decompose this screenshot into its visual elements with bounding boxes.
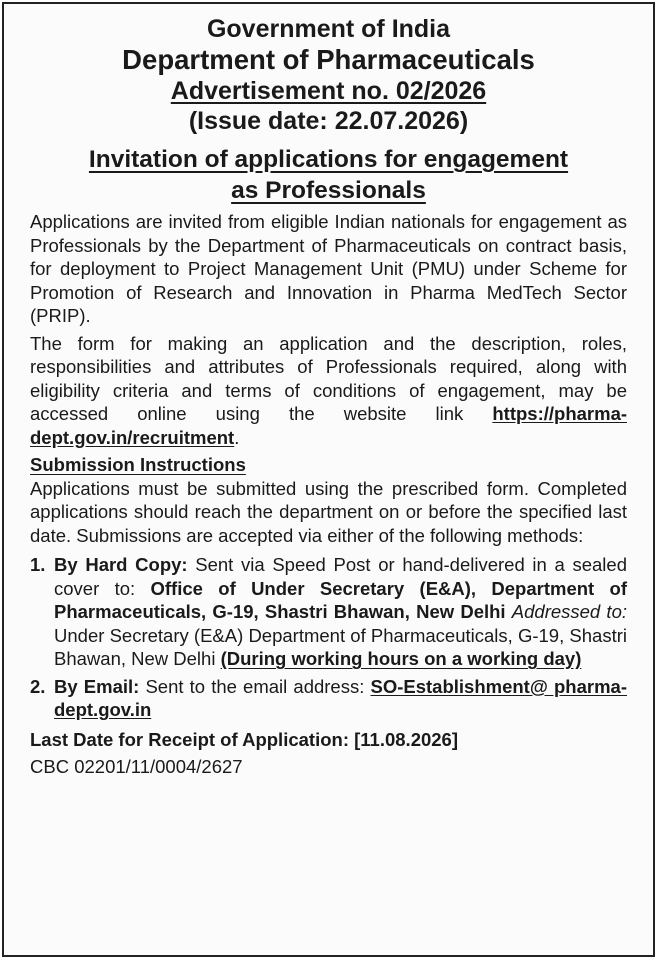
- hard-copy-text: Sent via Speed Post or hand-delivered in a sealed cover to:: [54, 554, 627, 599]
- last-date: Last Date for Receipt of Application: [11.08.2026]: [30, 728, 459, 750]
- cbc-code: CBC 02201/11/0004/2627: [30, 756, 243, 777]
- recruitment-link[interactable]: https://pharma-dept.gov.in/recruitment: [30, 403, 628, 448]
- list-item-number: 1.: [30, 554, 46, 575]
- email-address-link[interactable]: SO-Establishment@ pharma-dept.gov.in: [54, 675, 627, 720]
- addressee-text: Under Secretary (E&A) Department of Pharmaceuticals, G-19, Shastri Bhawan, New Delhi: [54, 624, 627, 669]
- form-info-end: .: [234, 426, 240, 448]
- hard-copy-method: [54, 553, 627, 671]
- form-info-text: The form for making an application and the description, roles, responsibilities and attributes of Professionals required, along with eligibility criteria and terms of conditions of engagement, may be accessed online using the website link: [30, 332, 627, 424]
- advertisement-page: [2, 2, 655, 957]
- notice-title-line1: Invitation of applications for engagement: [88, 146, 569, 173]
- email-label: By Email:: [54, 675, 140, 697]
- submission-heading: Submission Instructions: [30, 454, 246, 475]
- notice-title: [30, 144, 627, 206]
- list-item: [30, 553, 627, 671]
- submission-methods-list: [30, 553, 627, 722]
- intro-paragraph: Applications are invited from eligible Indian nationals for engagement as Professionals by the Department of Pharmaceuticals on contract basis, for deployment to Project Management Unit (PMU) under Scheme for Promotion of Research and Innovation in Pharma MedTech Sector (PRIP).: [30, 211, 627, 326]
- advertisement-number-text: Advertisement no. 02/2026: [170, 77, 487, 105]
- notice-title-line2: as Professionals: [231, 177, 426, 204]
- advertisement-number: [30, 76, 627, 106]
- list-item: [30, 675, 627, 722]
- working-hours-note: (During working hours on a working day): [220, 648, 582, 669]
- addressed-to-label: Addressed to:: [511, 601, 628, 622]
- hard-copy-address: Office of Under Secretary (E&A), Department of Pharmaceuticals, G-19, Shastri Bhawan, New Delhi: [54, 577, 627, 622]
- list-item-number: 2.: [30, 675, 46, 697]
- dept-heading: Department of Pharmaceuticals: [122, 44, 535, 75]
- email-method: [54, 675, 627, 722]
- issue-date: (Issue date: 22.07.2026): [188, 107, 469, 135]
- email-text: Sent to the email address:: [145, 675, 365, 697]
- submission-paragraph: Applications must be submitted using the prescribed form. Completed applications should reach the department on or before the specified last date. Submissions are accepted via either of the following methods:: [30, 477, 627, 546]
- form-info-paragraph: [30, 332, 627, 450]
- govt-heading: Government of India: [206, 15, 451, 43]
- hard-copy-label: By Hard Copy:: [54, 554, 188, 575]
